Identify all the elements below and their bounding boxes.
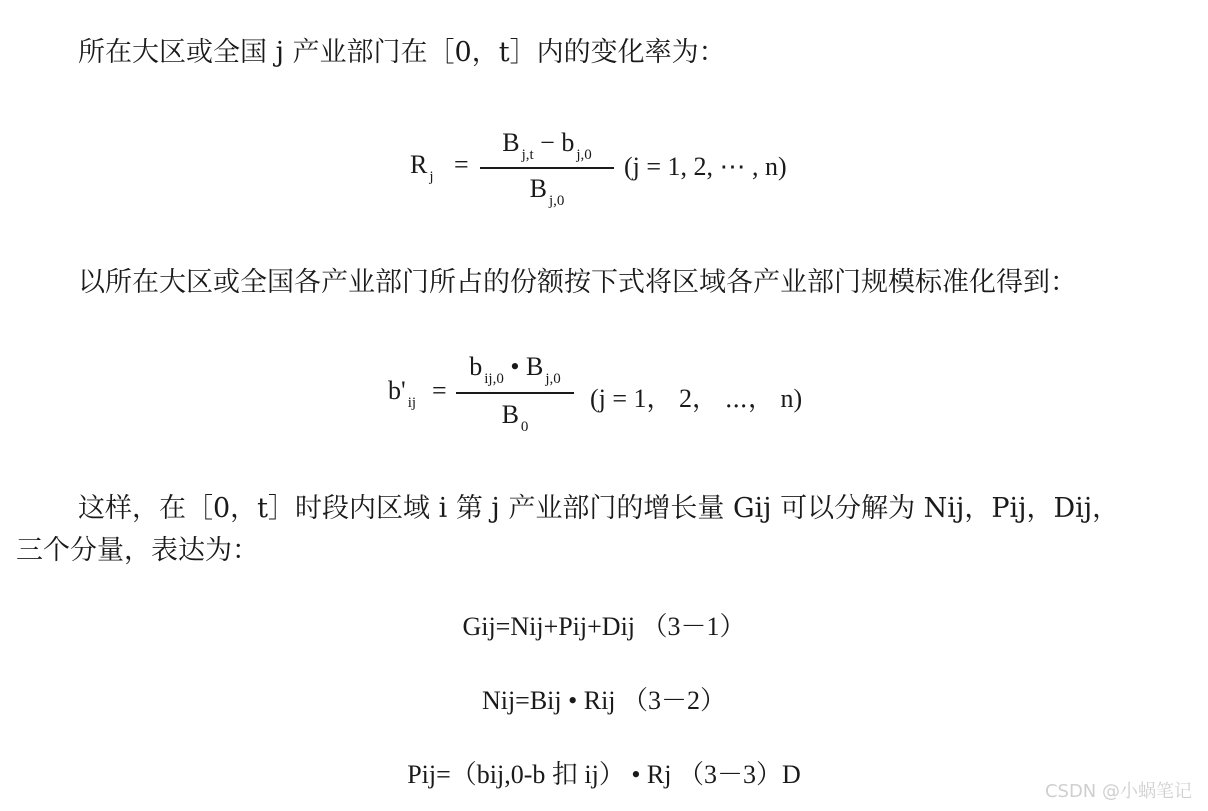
- lhs-symbol: b': [388, 376, 406, 405]
- equation-3-1: Gij=Nij+Pij+Dij （3－1）: [462, 612, 746, 641]
- fraction: [456, 352, 574, 438]
- denominator-term: B: [501, 400, 519, 429]
- lhs-subscript: ij: [407, 395, 417, 411]
- numerator-term-b-subscript: j,0: [576, 147, 592, 163]
- denominator-subscript: 0: [520, 419, 529, 435]
- paragraph-decomposition-line2: 三个分量，表达为：: [16, 535, 259, 566]
- fraction-bar: [480, 167, 614, 169]
- numerator-term-a-subscript: j,t: [521, 147, 534, 163]
- equation-3-3: Pij=（bij,0-b 扣 ij） • Rj （3－3）D: [407, 760, 801, 789]
- equation-3-2: Nij=Bij • Rij （3－2）: [481, 686, 727, 715]
- denominator: [456, 400, 574, 435]
- denominator: [480, 174, 614, 209]
- fraction-bar: [456, 392, 574, 394]
- formula-condition: (j = 1， 2， ⋯， n): [590, 384, 803, 413]
- numerator-term-a: b: [469, 352, 483, 381]
- denominator-term: B: [529, 174, 547, 203]
- equals-sign: =: [432, 376, 447, 405]
- fraction: [480, 128, 614, 216]
- numerator: [480, 128, 614, 163]
- denominator-subscript: j,0: [548, 193, 565, 209]
- formula-standardized: [388, 352, 848, 438]
- numerator-term-b: • B: [503, 352, 544, 381]
- equals-sign: =: [454, 150, 469, 179]
- paragraph-standardize-intro: 以所在大区或全国各产业部门所占的份额按下式将区域各产业部门规模标准化得到：: [78, 267, 1077, 298]
- formula-standardized-lhs: [388, 376, 417, 411]
- lhs-subscript: j: [429, 169, 434, 185]
- numerator: [456, 352, 574, 387]
- lhs-symbol: R: [410, 150, 428, 179]
- numerator-term-a: B: [502, 128, 520, 157]
- formula-rate: [410, 128, 830, 216]
- watermark: CSDN @小蜗笔记: [1044, 781, 1192, 802]
- numerator-term-b: − b: [533, 128, 575, 157]
- numerator-term-a-subscript: ij,0: [484, 371, 504, 387]
- paragraph-decomposition-line1: 这样，在［0，t］时段内区域 i 第 j 产业部门的增长量 Gij 可以分解为 Nij，Pij，Dij，: [78, 493, 1120, 524]
- numerator-term-b-subscript: j,0: [545, 371, 561, 387]
- paragraph-rate-intro: 所在大区或全国 j 产业部门在［0，t］内的变化率为：: [78, 37, 726, 68]
- formula-rate-lhs: [410, 150, 434, 185]
- formula-condition: (j = 1, 2, ⋯ , n): [624, 152, 787, 181]
